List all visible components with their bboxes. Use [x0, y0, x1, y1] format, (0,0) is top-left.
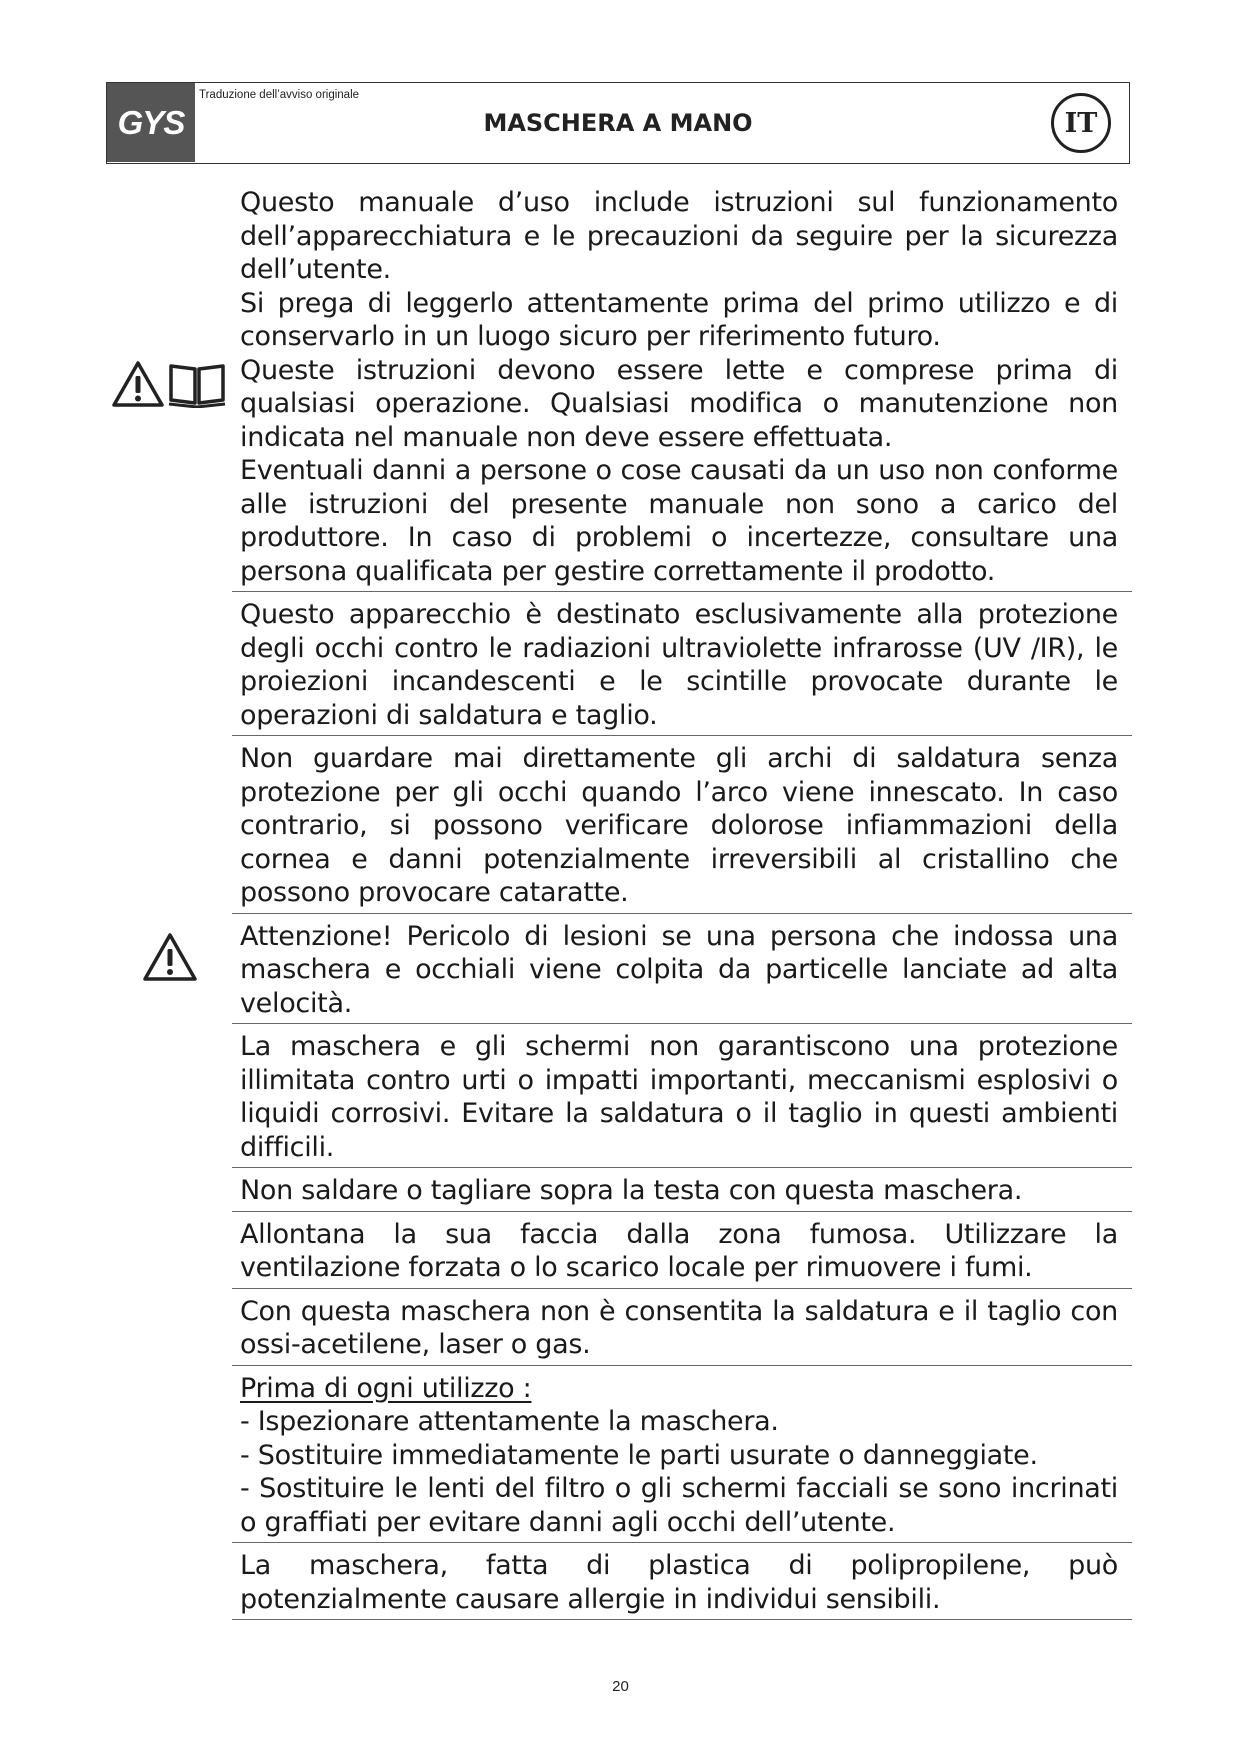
brand-logo-text: GYS	[117, 103, 185, 141]
checklist-heading: Prima di ogni utilizzo :	[240, 1372, 532, 1404]
warning-triangle-icon	[112, 360, 164, 408]
warning-triangle-icon	[142, 932, 198, 982]
page-number: 20	[612, 1678, 629, 1695]
paragraph: Eventuali danni a persone o cose causati da un uso non conforme alle istruzioni del presente manuale non sono a carico del produttore. In caso di problemi o incertezze, consultare una persona qualificata per gestire correttamente il prodotto.	[240, 455, 1118, 587]
paragraph: Questo manuale d’uso include istruzioni sul funzionamento dell’apparecchiatura e le precauzioni da seguire per la sicurezza dell’utente.	[240, 187, 1118, 285]
language-badge: IT	[1051, 93, 1111, 153]
paragraph: Non guardare mai direttamente gli archi di saldatura senza protezione per gli occhi quando l’arco viene innescato. In caso contrario, si possono verificare dolorose infiammazioni della cornea e danni potenzialmente irreversibili al cristallino che possono provocare cataratte.	[240, 743, 1118, 908]
safety-section	[232, 920, 1132, 1025]
safety-section	[232, 1030, 1132, 1168]
safety-content	[232, 186, 1132, 1626]
paragraph: La maschera, fatta di plastica di polipropilene, può potenzialmente causare allergie in individui sensibili.	[240, 1550, 1118, 1615]
safety-section	[232, 1295, 1132, 1366]
safety-section	[232, 1218, 1132, 1289]
document-header	[106, 82, 1130, 164]
safety-section	[232, 1549, 1132, 1620]
intro-section	[232, 186, 1132, 592]
paragraph: Si prega di leggerlo attentamente prima del primo utilizzo e di conservarlo in un luogo sicuro per riferimento futuro.	[240, 287, 1118, 352]
pre-use-checklist	[232, 1372, 1132, 1544]
safety-section	[232, 742, 1132, 914]
paragraph: Allontana la sua faccia dalla zona fumosa. Utilizzare la ventilazione forzata o lo scarico locale per rimuovere i fumi.	[240, 1218, 1118, 1283]
attention-icon-wrapper	[142, 932, 198, 986]
safety-section	[232, 1174, 1132, 1212]
header-subtitle: Traduzione dell’avviso originale	[199, 89, 360, 101]
list-item: - Sostituire immediatamente le parti usurate o danneggiate.	[240, 1439, 1038, 1471]
paragraph: Non saldare o tagliare sopra la testa con questa maschera.	[240, 1175, 1023, 1206]
paragraph: Con questa maschera non è consentita la saldatura e il taglio con ossi-acetilene, laser o gas.	[240, 1295, 1118, 1360]
paragraph: Attenzione! Pericolo di lesioni se una persona che indossa una maschera e occhiali viene colpita da particelle lanciate ad alta velocità.	[240, 920, 1118, 1019]
paragraph: Questo apparecchio è destinato esclusivamente alla protezione degli occhi contro le radiazioni ultraviolette infrarosse (UV /IR), le proiezioni incandescenti e le scintille provocate durante le operazioni di saldatura e taglio.	[240, 599, 1118, 731]
paragraph: La maschera e gli schermi non garantiscono una protezione illimitata contro urti o impatti importanti, meccanismi esplosivi o liquidi corrosivi. Evitare la saldatura o il taglio in questi ambienti difficili.	[240, 1031, 1118, 1163]
paragraph: Queste istruzioni devono essere lette e comprese prima di qualsiasi operazione. Qualsiasi modifica o manutenzione non indicata nel manuale non deve essere effettuata.	[240, 354, 1118, 453]
safety-section	[232, 598, 1132, 736]
list-item: - Sostituire le lenti del filtro o gli schermi facciali se sono incrinati o graffiati per evitare danni agli occhi dell’utente.	[240, 1473, 1118, 1538]
page-title: MASCHERA A MANO	[483, 109, 753, 137]
list-item: - Ispezionare attentamente la maschera.	[240, 1406, 779, 1437]
intro-icons	[112, 360, 227, 408]
open-book-icon	[167, 360, 227, 408]
